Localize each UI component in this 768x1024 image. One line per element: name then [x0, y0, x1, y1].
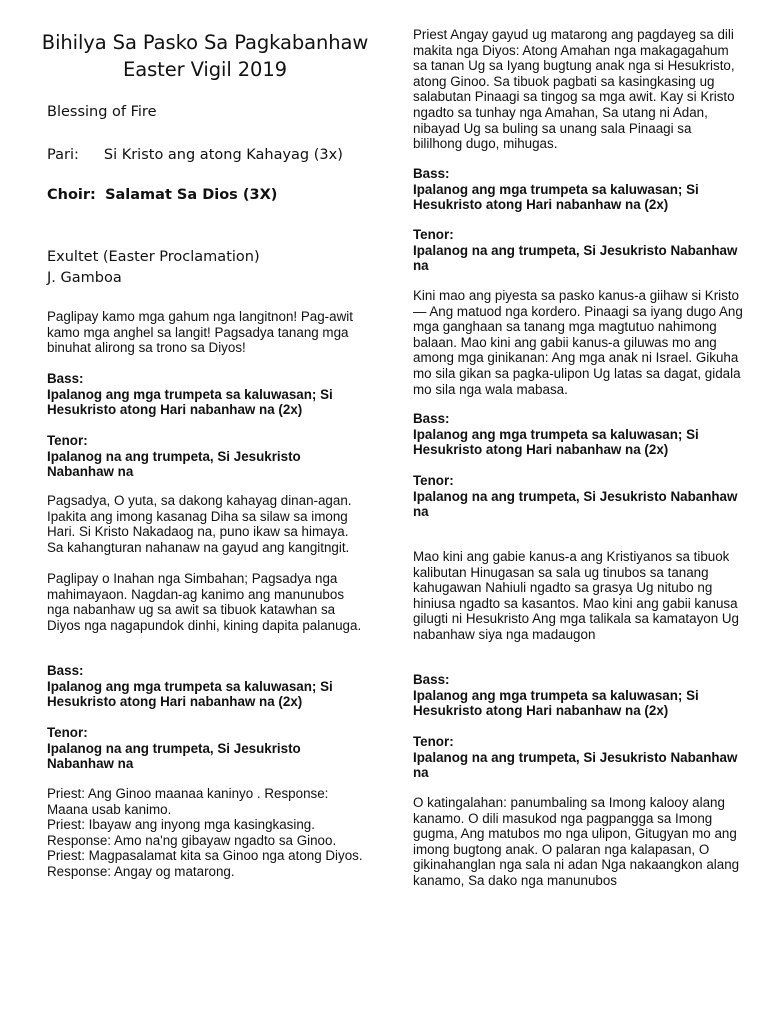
pari-label: Pari: — [47, 147, 79, 163]
exultet-heading: Exultet (Easter Proclamation) — [47, 249, 260, 265]
tenor-part-2: Tenor: Ipalanog na ang trumpeta, Si Jesukristo Nabanhaw na — [47, 725, 301, 772]
right-paragraph-1: Priest Angay gayud ug matarong ang pagdayeg sa dili makita nga Diyos: Atong Amahan nga makagagahum sa tanan Ug sa Iyang bugtung anak nga si Hesukristo, atong Ginoo. Sa tibuok pagbati sa kasingkasing ug salabutan Pinaagi sa tingog sa mga awit. Kay si Kristo ngadto sa tunhay nga Amahan, Sa utang ni Adan, nibayad Ug sa buling sa unang sala Pinaagi sa bililhong dugo, mihugas. — [413, 27, 735, 152]
left-column — [41, 0, 369, 879]
bass-part-3: Bass: Ipalanog ang mga trumpeta sa kaluwasan; Si Hesukristo atong Hari nabanhaw na (2x) — [413, 166, 699, 213]
title-line-2: Easter Vigil 2019 — [123, 58, 287, 81]
right-paragraph-3: Mao kini ang gabie kanus-a ang Kristiyanos sa tibuok kalibutan Hinugasan sa sala ug tinubos sa tanang kahugawan Nahiuli ngadto sa grasya Ug nitubo ng hiniusa ngadto sa kasantos. Mao kini ang gabii kanusa gilugti ni Hesukristo Ang mga talikala sa kamatayon Ug nabanhaw siya nga madaugon — [413, 549, 740, 642]
document-title — [39, 29, 371, 83]
bass-part-4: Bass: Ipalanog ang mga trumpeta sa kaluwasan; Si Hesukristo atong Hari nabanhaw na (2x) — [413, 411, 699, 458]
bass-part-5: Bass: Ipalanog ang mga trumpeta sa kaluwasan; Si Hesukristo atong Hari nabanhaw na (2x) — [413, 672, 699, 719]
choir-label: Choir: — [47, 187, 96, 203]
bass-part-2: Bass: Ipalanog ang mga trumpeta sa kaluwasan; Si Hesukristo atong Hari nabanhaw na (2x) — [47, 663, 333, 710]
tenor-part-3: Tenor: Ipalanog na ang trumpeta, Si Jesukristo Nabanhaw na — [413, 227, 738, 274]
tenor-part-1: Tenor: Ipalanog na ang trumpeta, Si Jesukristo Nabanhaw na — [47, 433, 301, 480]
author-line: J. Gamboa — [47, 270, 122, 286]
bass-part-1: Bass: Ipalanog ang mga trumpeta sa kaluwasan; Si Hesukristo atong Hari nabanhaw na (2x) — [47, 371, 333, 418]
pari-line — [47, 145, 343, 165]
blessing-heading: Blessing of Fire — [47, 104, 157, 120]
left-paragraph-2: Pagsadya, O yuta, sa dakong kahayag dinan-agan. Ipakita ang imong kasanag Diha sa silaw sa imong Hari. Si Kristo Nakadaog na, puno ikaw sa himaya. Sa kahangturan nahanaw na gayud ang kangitngit. — [47, 493, 352, 555]
choir-line — [47, 185, 277, 205]
right-paragraph-2: Kini mao ang piyesta sa pasko kanus-a giihaw si Kristo— Ang matuod nga kordero. Pinaagi sa iyang dugo Ang mga ganghaan sa tanang mga magtutuo nahimong balaan. Mao kini ang gabii kanus-a giluwas mo ang among mga ginikanan: Ang mga anak ni Israel. Gikuha mo sila gikan sa pagka-ulipon Ug latas sa dagat, gidala mo sila nga wala mabasa. — [413, 288, 743, 397]
left-paragraph-1: Paglipay kamo mga gahum nga langitnon! Pag-awit kamo mga anghel sa langit! Pagsadya tanang mga binuhat alirong sa trono sa Diyos! — [47, 309, 353, 356]
tenor-part-5: Tenor: Ipalanog na ang trumpeta, Si Jesukristo Nabanhaw na — [413, 734, 738, 781]
title-line-1: Bihilya Sa Pasko Sa Pagkabanhaw — [41, 31, 369, 54]
left-paragraph-3: Paglipay o Inahan nga Simbahan; Pagsadya nga mahimayaon. Nagdan-ag kanimo ang manunubos nga nabanhaw ug sa awit sa tibuok katawhan sa Diyos nga nagapundok dinhi, kining dapita palanuga. — [47, 571, 362, 633]
right-paragraph-4: O katingalahan: panumbaling sa Imong kalooy alang kanamo. O dili masukod nga pagpangga sa Imong gugma, Ang matubos mo nga ulipon, Gitugyan mo ang imong bugtong anak. O palaran nga kalapasan, O gikinahanglan nga sala ni adan Nga nakaangkon alang kanamo, Sa dako nga manunubos — [413, 795, 740, 888]
tenor-part-4: Tenor: Ipalanog na ang trumpeta, Si Jesukristo Nabanhaw na — [413, 473, 738, 520]
choir-text: Salamat Sa Dios (3X) — [105, 187, 278, 203]
priest-response-dialogue: Priest: Ang Ginoo maanaa kaninyo . Response: Maana usab kanimo. Priest: Ibayaw ang inyong mga kasingkasing. Response: Amo na'ng gibayaw ngadto sa Ginoo. Priest: Magpasalamat kita sa Ginoo nga atong Diyos. Response: Angay og matarong. — [47, 786, 363, 879]
pari-text: Si Kristo ang atong Kahayag (3x) — [103, 147, 343, 163]
